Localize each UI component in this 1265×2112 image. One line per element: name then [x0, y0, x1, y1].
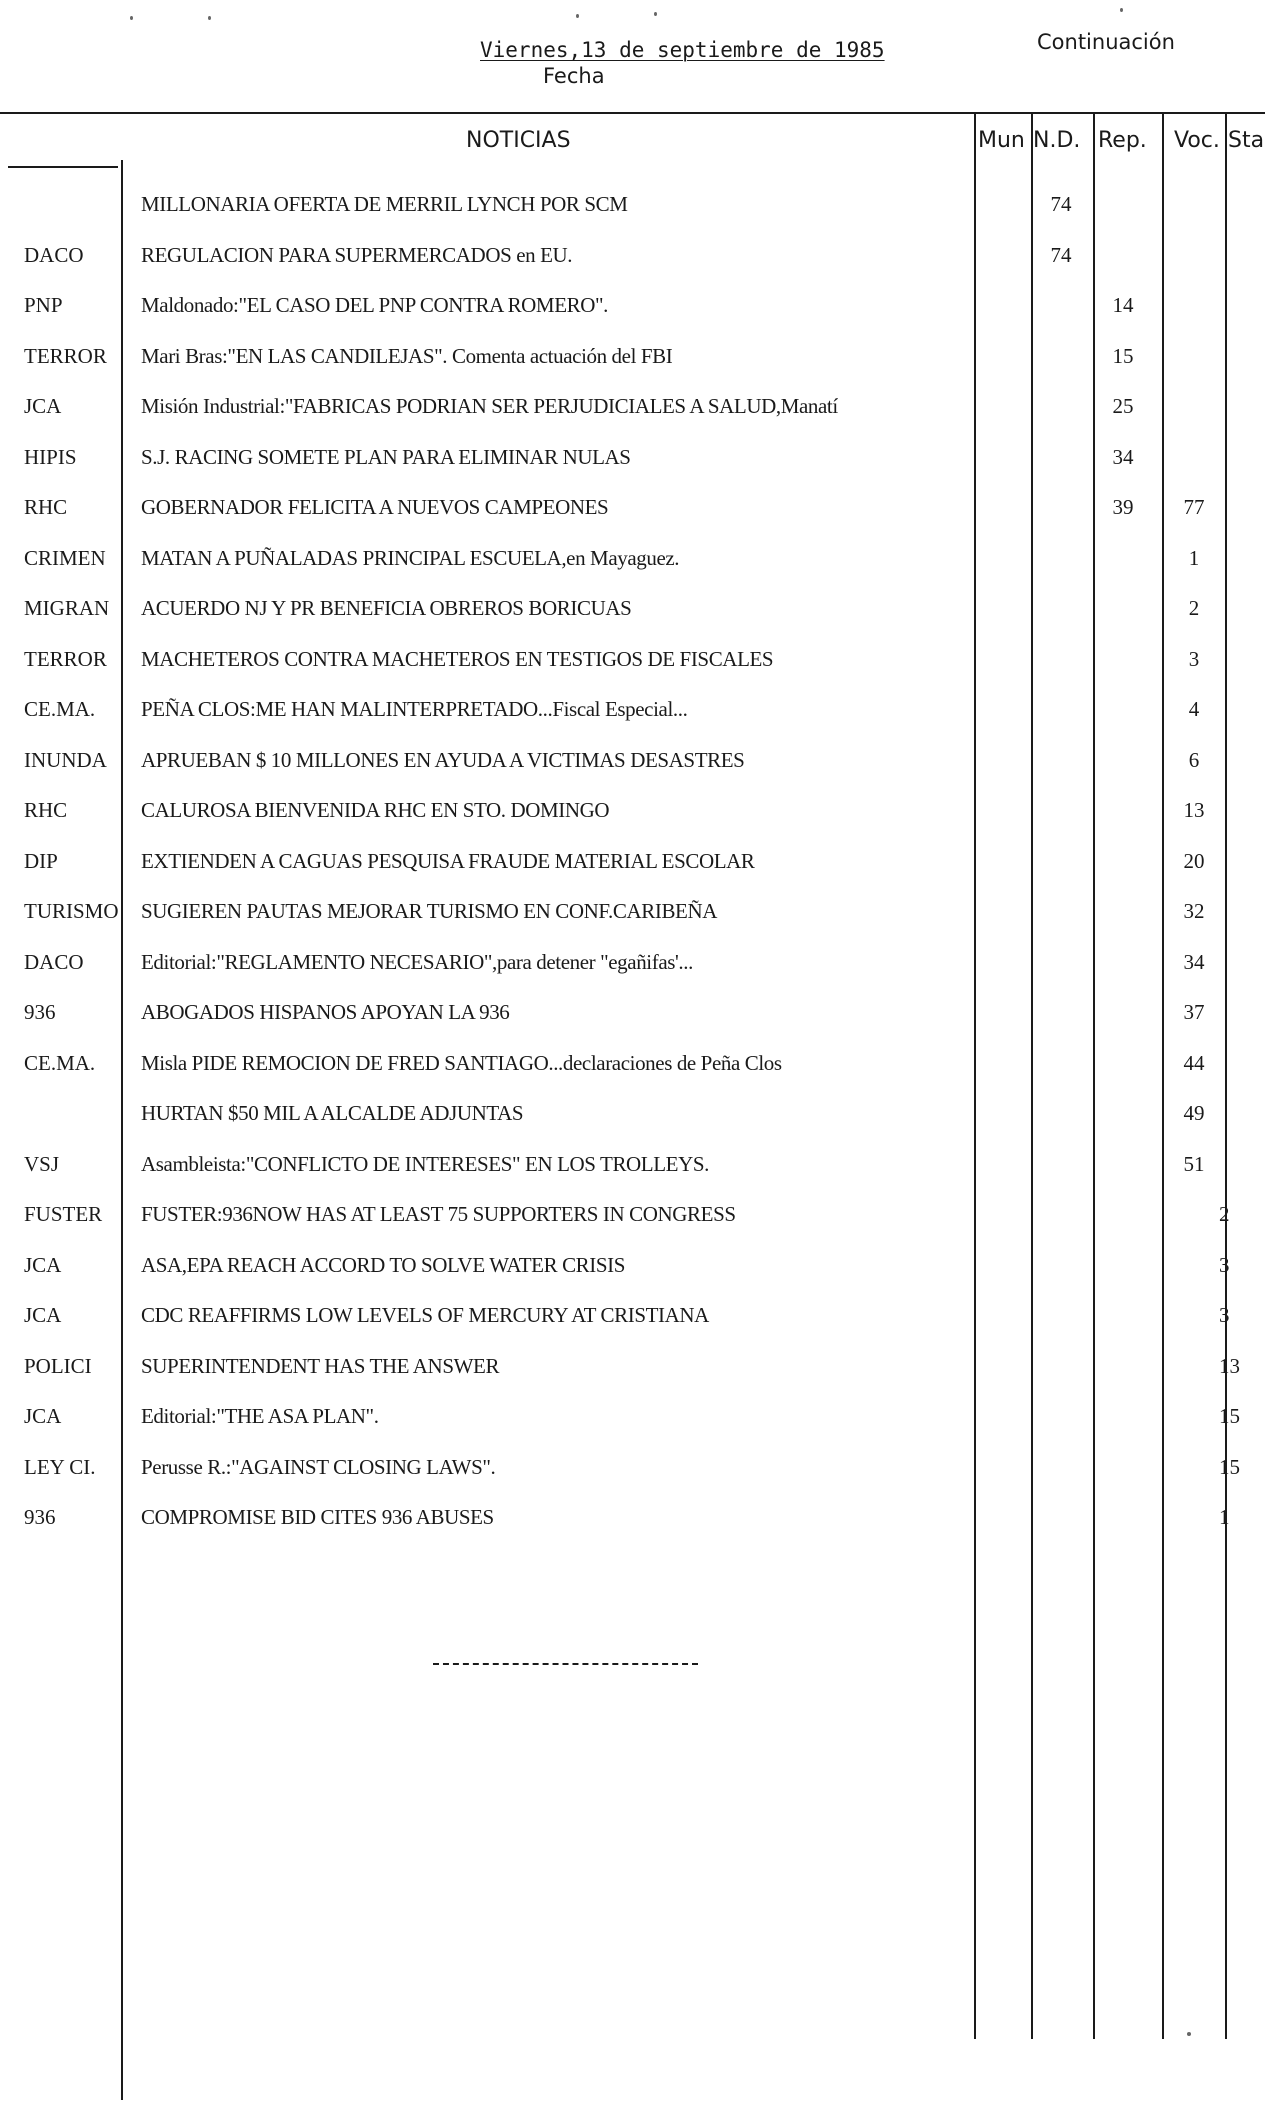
- scan-speck: [208, 16, 211, 20]
- row-headline: GOBERNADOR FELICITA A NUEVOS CAMPEONES: [141, 495, 609, 519]
- row-voc-page: 44: [1183, 1050, 1205, 1075]
- scan-speck: [1187, 2032, 1191, 2036]
- end-of-list-rule: [433, 1663, 698, 1665]
- table-row: [0, 735, 1265, 785]
- row-rep-page: 34: [1112, 444, 1134, 469]
- scan-speck: [654, 12, 657, 16]
- row-sta-page: 3: [1219, 1303, 1230, 1327]
- row-rep-page: 15: [1112, 343, 1134, 368]
- row-headline: MACHETEROS CONTRA MACHETEROS EN TESTIGOS DE FISCALES: [141, 646, 774, 671]
- row-headline: Asambleista:"CONFLICTO DE INTERESES" EN LOS TROLLEYS.: [141, 1151, 709, 1176]
- table-row: [0, 533, 1265, 583]
- date-value: Viernes,13 de septiembre de 1985: [480, 38, 885, 62]
- row-headline: S.J. RACING SOMETE PLAN PARA ELIMINAR NULAS: [141, 444, 631, 469]
- row-category: FUSTER: [24, 1202, 103, 1226]
- row-nd-page: 74: [1050, 242, 1072, 267]
- scan-speck: [576, 14, 579, 18]
- row-category: INUNDA: [24, 747, 107, 772]
- row-headline: Perusse R.:"AGAINST CLOSING LAWS".: [141, 1454, 496, 1479]
- row-voc-page: 37: [1183, 1000, 1205, 1024]
- col-header-nd: N.D.: [1033, 128, 1081, 153]
- row-category: RHC: [24, 495, 68, 519]
- col-header-rep: Rep.: [1098, 128, 1147, 153]
- table-row: [0, 886, 1265, 936]
- row-headline: Misión Industrial:"FABRICAS PODRIAN SER PERJUDICIALES A SALUD,Manatí: [141, 394, 838, 418]
- row-voc-page: 13: [1183, 798, 1205, 822]
- row-headline: Maldonado:"EL CASO DEL PNP CONTRA ROMERO".: [141, 293, 609, 317]
- row-headline: Editorial:"THE ASA PLAN".: [141, 1404, 379, 1428]
- row-category: CE.MA.: [24, 697, 96, 721]
- row-nd-page: 74: [1050, 192, 1072, 216]
- row-voc-page: 3: [1188, 646, 1200, 671]
- row-voc-page: 77: [1183, 495, 1205, 519]
- table-row: [0, 179, 1265, 229]
- row-headline: SUGIEREN PAUTAS MEJORAR TURISMO EN CONF.CARIBEÑA: [141, 899, 718, 923]
- row-sta-page: 15: [1219, 1454, 1240, 1479]
- row-category: DIP: [24, 848, 58, 873]
- row-category: DACO: [24, 242, 84, 267]
- row-voc-page: 1: [1188, 545, 1200, 570]
- row-category: VSJ: [24, 1151, 60, 1176]
- row-category: JCA: [24, 1252, 62, 1277]
- col-header-sta: Sta: [1228, 128, 1265, 153]
- row-voc-page: 49: [1183, 1101, 1205, 1125]
- row-rep-page: 14: [1112, 293, 1134, 317]
- row-voc-page: 34: [1183, 949, 1205, 974]
- table-row: [0, 1189, 1265, 1239]
- row-category: CE.MA.: [24, 1050, 96, 1075]
- row-voc-page: 51: [1183, 1151, 1205, 1176]
- row-headline: MILLONARIA OFERTA DE MERRIL LYNCH POR SCM: [141, 192, 628, 216]
- row-headline: EXTIENDEN A CAGUAS PESQUISA FRAUDE MATERIAL ESCOLAR: [141, 848, 755, 873]
- row-voc-page: 32: [1183, 899, 1205, 923]
- row-headline: CDC REAFFIRMS LOW LEVELS OF MERCURY AT CRISTIANA: [141, 1303, 709, 1327]
- table-row: [0, 230, 1265, 280]
- row-headline: HURTAN $50 MIL A ALCALDE ADJUNTAS: [141, 1101, 524, 1125]
- row-headline: SUPERINTENDENT HAS THE ANSWER: [141, 1353, 500, 1378]
- table-row: [0, 381, 1265, 431]
- table-row: [0, 1240, 1265, 1290]
- row-category: JCA: [24, 394, 62, 418]
- table-row: [0, 1038, 1265, 1088]
- row-sta-page: 15: [1219, 1404, 1240, 1428]
- table-row: [0, 634, 1265, 684]
- row-headline: ABOGADOS HISPANOS APOYAN LA 936: [141, 1000, 510, 1024]
- row-category: 936: [24, 1505, 56, 1529]
- row-category: TURISMO: [24, 899, 119, 923]
- row-category: TERROR: [24, 343, 107, 368]
- row-category: RHC: [24, 798, 68, 822]
- table-row: [0, 937, 1265, 987]
- table-row: [0, 482, 1265, 532]
- row-headline: CALUROSA BIENVENIDA RHC EN STO. DOMINGO: [141, 798, 610, 822]
- row-category: POLICI: [24, 1353, 92, 1378]
- table-row: [0, 583, 1265, 633]
- row-category: LEY CI.: [24, 1454, 96, 1479]
- table-row: [0, 1341, 1265, 1391]
- row-category: CRIMEN: [24, 545, 106, 570]
- row-voc-page: 2: [1188, 596, 1200, 620]
- table-row: [0, 1088, 1265, 1138]
- row-category: JCA: [24, 1404, 62, 1428]
- row-voc-page: 20: [1183, 848, 1205, 873]
- row-headline: FUSTER:936NOW HAS AT LEAST 75 SUPPORTERS IN CONGRESS: [141, 1202, 736, 1226]
- row-category: MIGRAN: [24, 596, 110, 620]
- table-row: [0, 1139, 1265, 1189]
- row-headline: ACUERDO NJ Y PR BENEFICIA OBREROS BORICUAS: [141, 596, 632, 620]
- row-sta-page: 2: [1219, 1202, 1230, 1226]
- row-rep-page: 39: [1112, 495, 1134, 519]
- row-headline: Mari Bras:"EN LAS CANDILEJAS". Comenta actuación del FBI: [141, 343, 673, 368]
- row-sta-page: 1: [1219, 1505, 1230, 1529]
- col-header-voc: Voc.: [1174, 128, 1220, 153]
- row-rep-page: 25: [1112, 394, 1134, 418]
- row-headline: ASA,EPA REACH ACCORD TO SOLVE WATER CRISIS: [141, 1252, 626, 1277]
- table-row: [0, 1442, 1265, 1492]
- row-headline: MATAN A PUÑALADAS PRINCIPAL ESCUELA,en Mayaguez.: [141, 545, 680, 570]
- table-row: [0, 684, 1265, 734]
- table-row: [0, 836, 1265, 886]
- row-category: TERROR: [24, 646, 107, 671]
- continuation-label: Continuación: [1037, 30, 1175, 54]
- table-row: [0, 1492, 1265, 1542]
- table-top-rule: [0, 112, 1265, 114]
- row-headline: Editorial:"REGLAMENTO NECESARIO",para detener "egañifas'...: [141, 949, 693, 974]
- row-sta-page: 3: [1219, 1252, 1230, 1277]
- scan-speck: [1120, 8, 1123, 12]
- col-header-noticias: NOTICIAS: [466, 128, 571, 153]
- row-category: HIPIS: [24, 444, 77, 469]
- table-row: [0, 1290, 1265, 1340]
- row-headline: APRUEBAN $ 10 MILLONES EN AYUDA A VICTIMAS DESASTRES: [141, 747, 745, 772]
- row-voc-page: 4: [1188, 697, 1200, 721]
- row-headline: Misla PIDE REMOCION DE FRED SANTIAGO...declaraciones de Peña Clos: [141, 1050, 782, 1075]
- row-headline: PEÑA CLOS:ME HAN MALINTERPRETADO...Fiscal Especial...: [141, 697, 688, 721]
- row-voc-page: 6: [1188, 747, 1200, 772]
- table-row: [0, 331, 1265, 381]
- table-row: [0, 785, 1265, 835]
- row-category: DACO: [24, 949, 84, 974]
- row-headline: REGULACION PARA SUPERMERCADOS en EU.: [141, 242, 573, 267]
- scan-speck: [130, 16, 133, 20]
- date-caption: Fecha: [543, 64, 605, 88]
- table-row: [0, 987, 1265, 1037]
- row-category: PNP: [24, 293, 63, 317]
- row-category: 936: [24, 1000, 56, 1024]
- table-row: [0, 280, 1265, 330]
- row-headline: COMPROMISE BID CITES 936 ABUSES: [141, 1505, 494, 1529]
- col-header-mun: Mun: [978, 128, 1025, 153]
- table-row: [0, 1391, 1265, 1441]
- row-sta-page: 13: [1219, 1353, 1240, 1378]
- table-row: [0, 432, 1265, 482]
- row-category: JCA: [24, 1303, 62, 1327]
- table-header-rule: [8, 166, 118, 168]
